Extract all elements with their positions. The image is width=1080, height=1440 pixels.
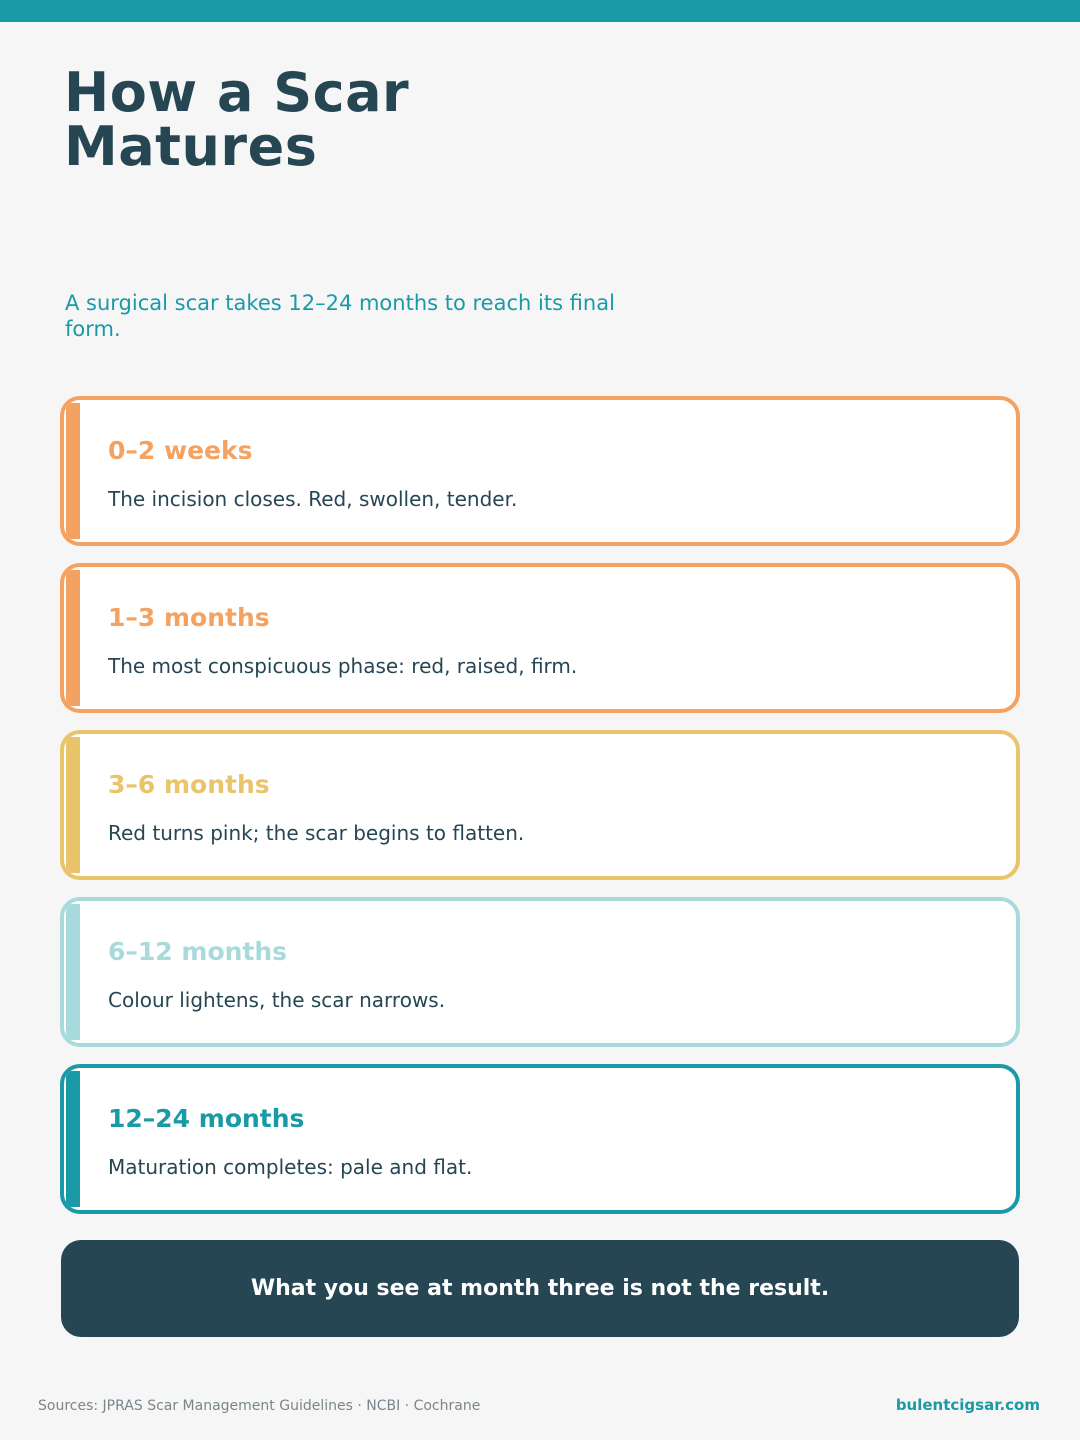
stage-accent-bar — [66, 1071, 80, 1207]
top-accent-bar — [0, 0, 1080, 22]
stage-description: The most conspicuous phase: red, raised, firm. — [108, 654, 578, 678]
stage-description: Colour lightens, the scar narrows. — [108, 988, 446, 1012]
stage-label: 3–6 months — [108, 770, 270, 799]
key-message-banner — [61, 1240, 1019, 1337]
stage-list — [60, 396, 1020, 1231]
key-message-text: What you see at month three is not the result. — [250, 1276, 830, 1301]
stage-accent-bar — [66, 403, 80, 539]
stage-card-3-6-months — [60, 730, 1020, 880]
stage-card-1-3-months — [60, 563, 1020, 713]
stage-accent-bar — [66, 904, 80, 1040]
stage-card-0-2-weeks — [60, 396, 1020, 546]
stage-card-12-24-months — [60, 1064, 1020, 1214]
title-line-2: Matures — [64, 115, 318, 178]
stage-accent-bar — [66, 737, 80, 873]
website-link[interactable]: bulentcigsar.com — [895, 1396, 1040, 1414]
stage-label: 6–12 months — [108, 937, 288, 966]
stage-description: Red turns pink; the scar begins to flatten. — [108, 821, 525, 845]
stage-label: 1–3 months — [108, 603, 270, 632]
stage-label: 12–24 months — [108, 1104, 305, 1133]
stage-card-6-12-months — [60, 897, 1020, 1047]
stage-description: The incision closes. Red, swollen, tender. — [108, 487, 518, 511]
page-title — [64, 61, 584, 178]
title-line-1: How a Scar — [64, 61, 410, 124]
stage-label: 0–2 weeks — [108, 436, 253, 465]
stage-accent-bar — [66, 570, 80, 706]
stage-description: Maturation completes: pale and flat. — [108, 1155, 473, 1179]
page-subtitle: A surgical scar takes 12–24 months to reach its final form. — [65, 291, 615, 341]
sources-footnote: Sources: JPRAS Scar Management Guidelines · NCBI · Cochrane — [38, 1398, 481, 1414]
